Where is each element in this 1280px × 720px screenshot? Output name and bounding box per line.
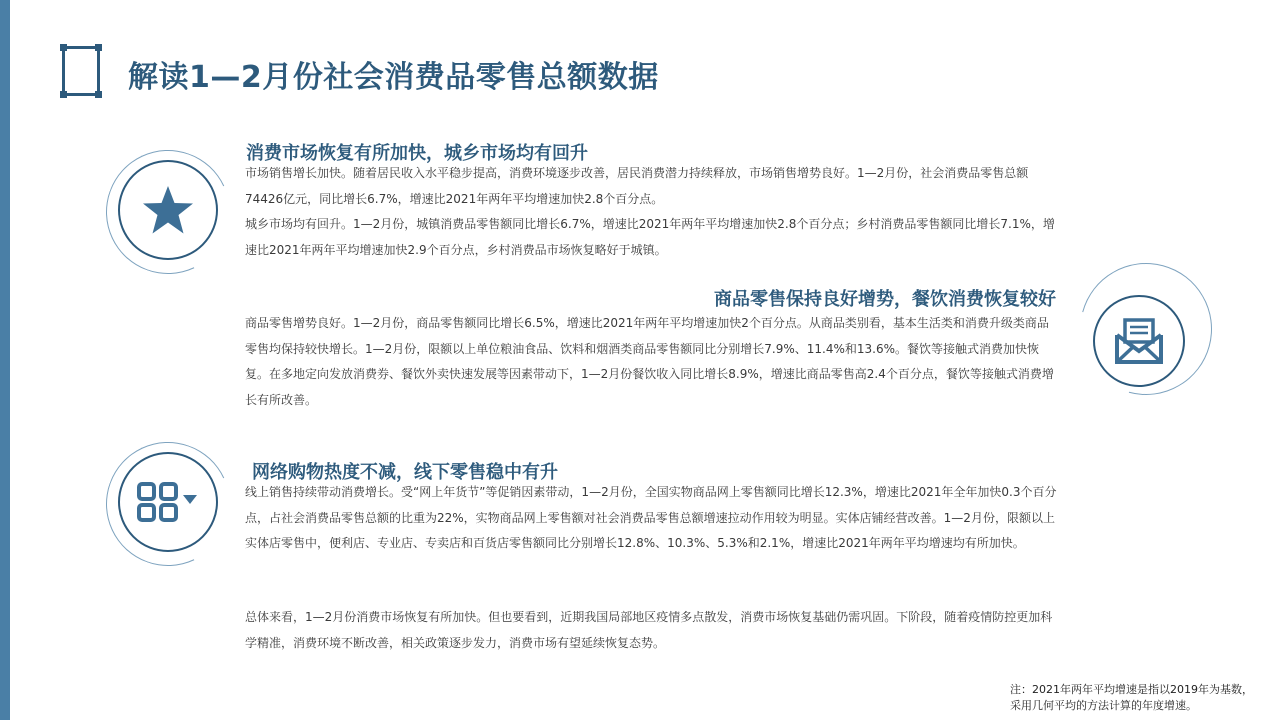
section-paragraph: 商品零售增势良好。1—2月份，商品零售额同比增长6.5%，增速比2021年两年平均增速加快2个百分点。从商品类别看，基本生活类和消费升级类商品零售均保持较快增长。1—2月份，限额以上单位粮油食品、饮料和烟酒类商品零售额同比分别增长7.9%、11.4%和13.6%。餐饮等接触式消费加快恢复。在多地定向发放消费券、餐饮外卖快速发展等因素带动下，1—2月份餐饮收入同比增长8.9%，增速比商品零售高2.4个百分点，餐饮等接触式消费增长有所改善。 (245, 316, 1054, 407)
footnote: 注：2021年两年平均增速是指以2019年为基数，采用几何平均的方法计算的年度增速。 (1010, 683, 1253, 712)
section-paragraph: 城乡市场均有回升。1—2月份，城镇消费品零售额同比增长6.7%，增速比2021年两年平均增速加快2.8个百分点；乡村消费品零售额同比增长7.1%，增速比2021年两年平均增速加快2.9个百分点，乡村消费品市场恢复略好于城镇。 (245, 217, 1055, 257)
summary-paragraph: 总体来看，1—2月份消费市场恢复有所加快。但也要看到，近期我国局部地区疫情多点散发，消费市场恢复基础仍需巩固。下阶段，随着疫情防控更加科学精准，消费环境不断改善，相关政策逐步发力，消费市场有望延续恢复态势。 (245, 610, 1053, 650)
title-frame-icon (62, 46, 100, 96)
grid-icon (137, 482, 199, 522)
section-paragraph: 市场销售增长加快。随着居民收入水平稳步提高，消费环境逐步改善，居民消费潜力持续释放，市场销售增势良好。1—2月份，社会消费品零售总额74426亿元，同比增长6.7%，增速比2021年两年平均增速加快2.8个百分点。 (245, 166, 1029, 206)
page-title: 解读1—2月份社会消费品零售总额数据 (128, 60, 659, 95)
star-icon (141, 184, 195, 236)
section-paragraph: 线上销售持续带动消费增长。受“网上年货节”等促销因素带动，1—2月份，全国实物商品网上零售额同比增长12.3%，增速比2021年全年加快0.3个百分点，占社会消费品零售总额的比重为22%，实物商品网上零售额对社会消费品零售总额增速拉动作用较为明显。实体店铺经营改善。1—2月份，限额以上实体店零售中，便利店、专业店、专卖店和百货店零售额同比分别增长12.8%、10.3%、5.3%和2.1%，增速比2021年两年平均增速均有所加快。 (245, 485, 1057, 550)
section-icon-circle (118, 160, 218, 260)
envelope-icon (1113, 317, 1165, 365)
section-heading: 消费市场恢复有所加快，城乡市场均有回升 (246, 143, 588, 164)
section-heading: 网络购物热度不减，线下零售稳中有升 (252, 462, 558, 483)
section-heading: 商品零售保持良好增势，餐饮消费恢复较好 (714, 289, 1056, 310)
section-icon-circle (118, 452, 218, 552)
section-icon-circle (1093, 295, 1185, 387)
left-accent-bar (0, 0, 10, 720)
